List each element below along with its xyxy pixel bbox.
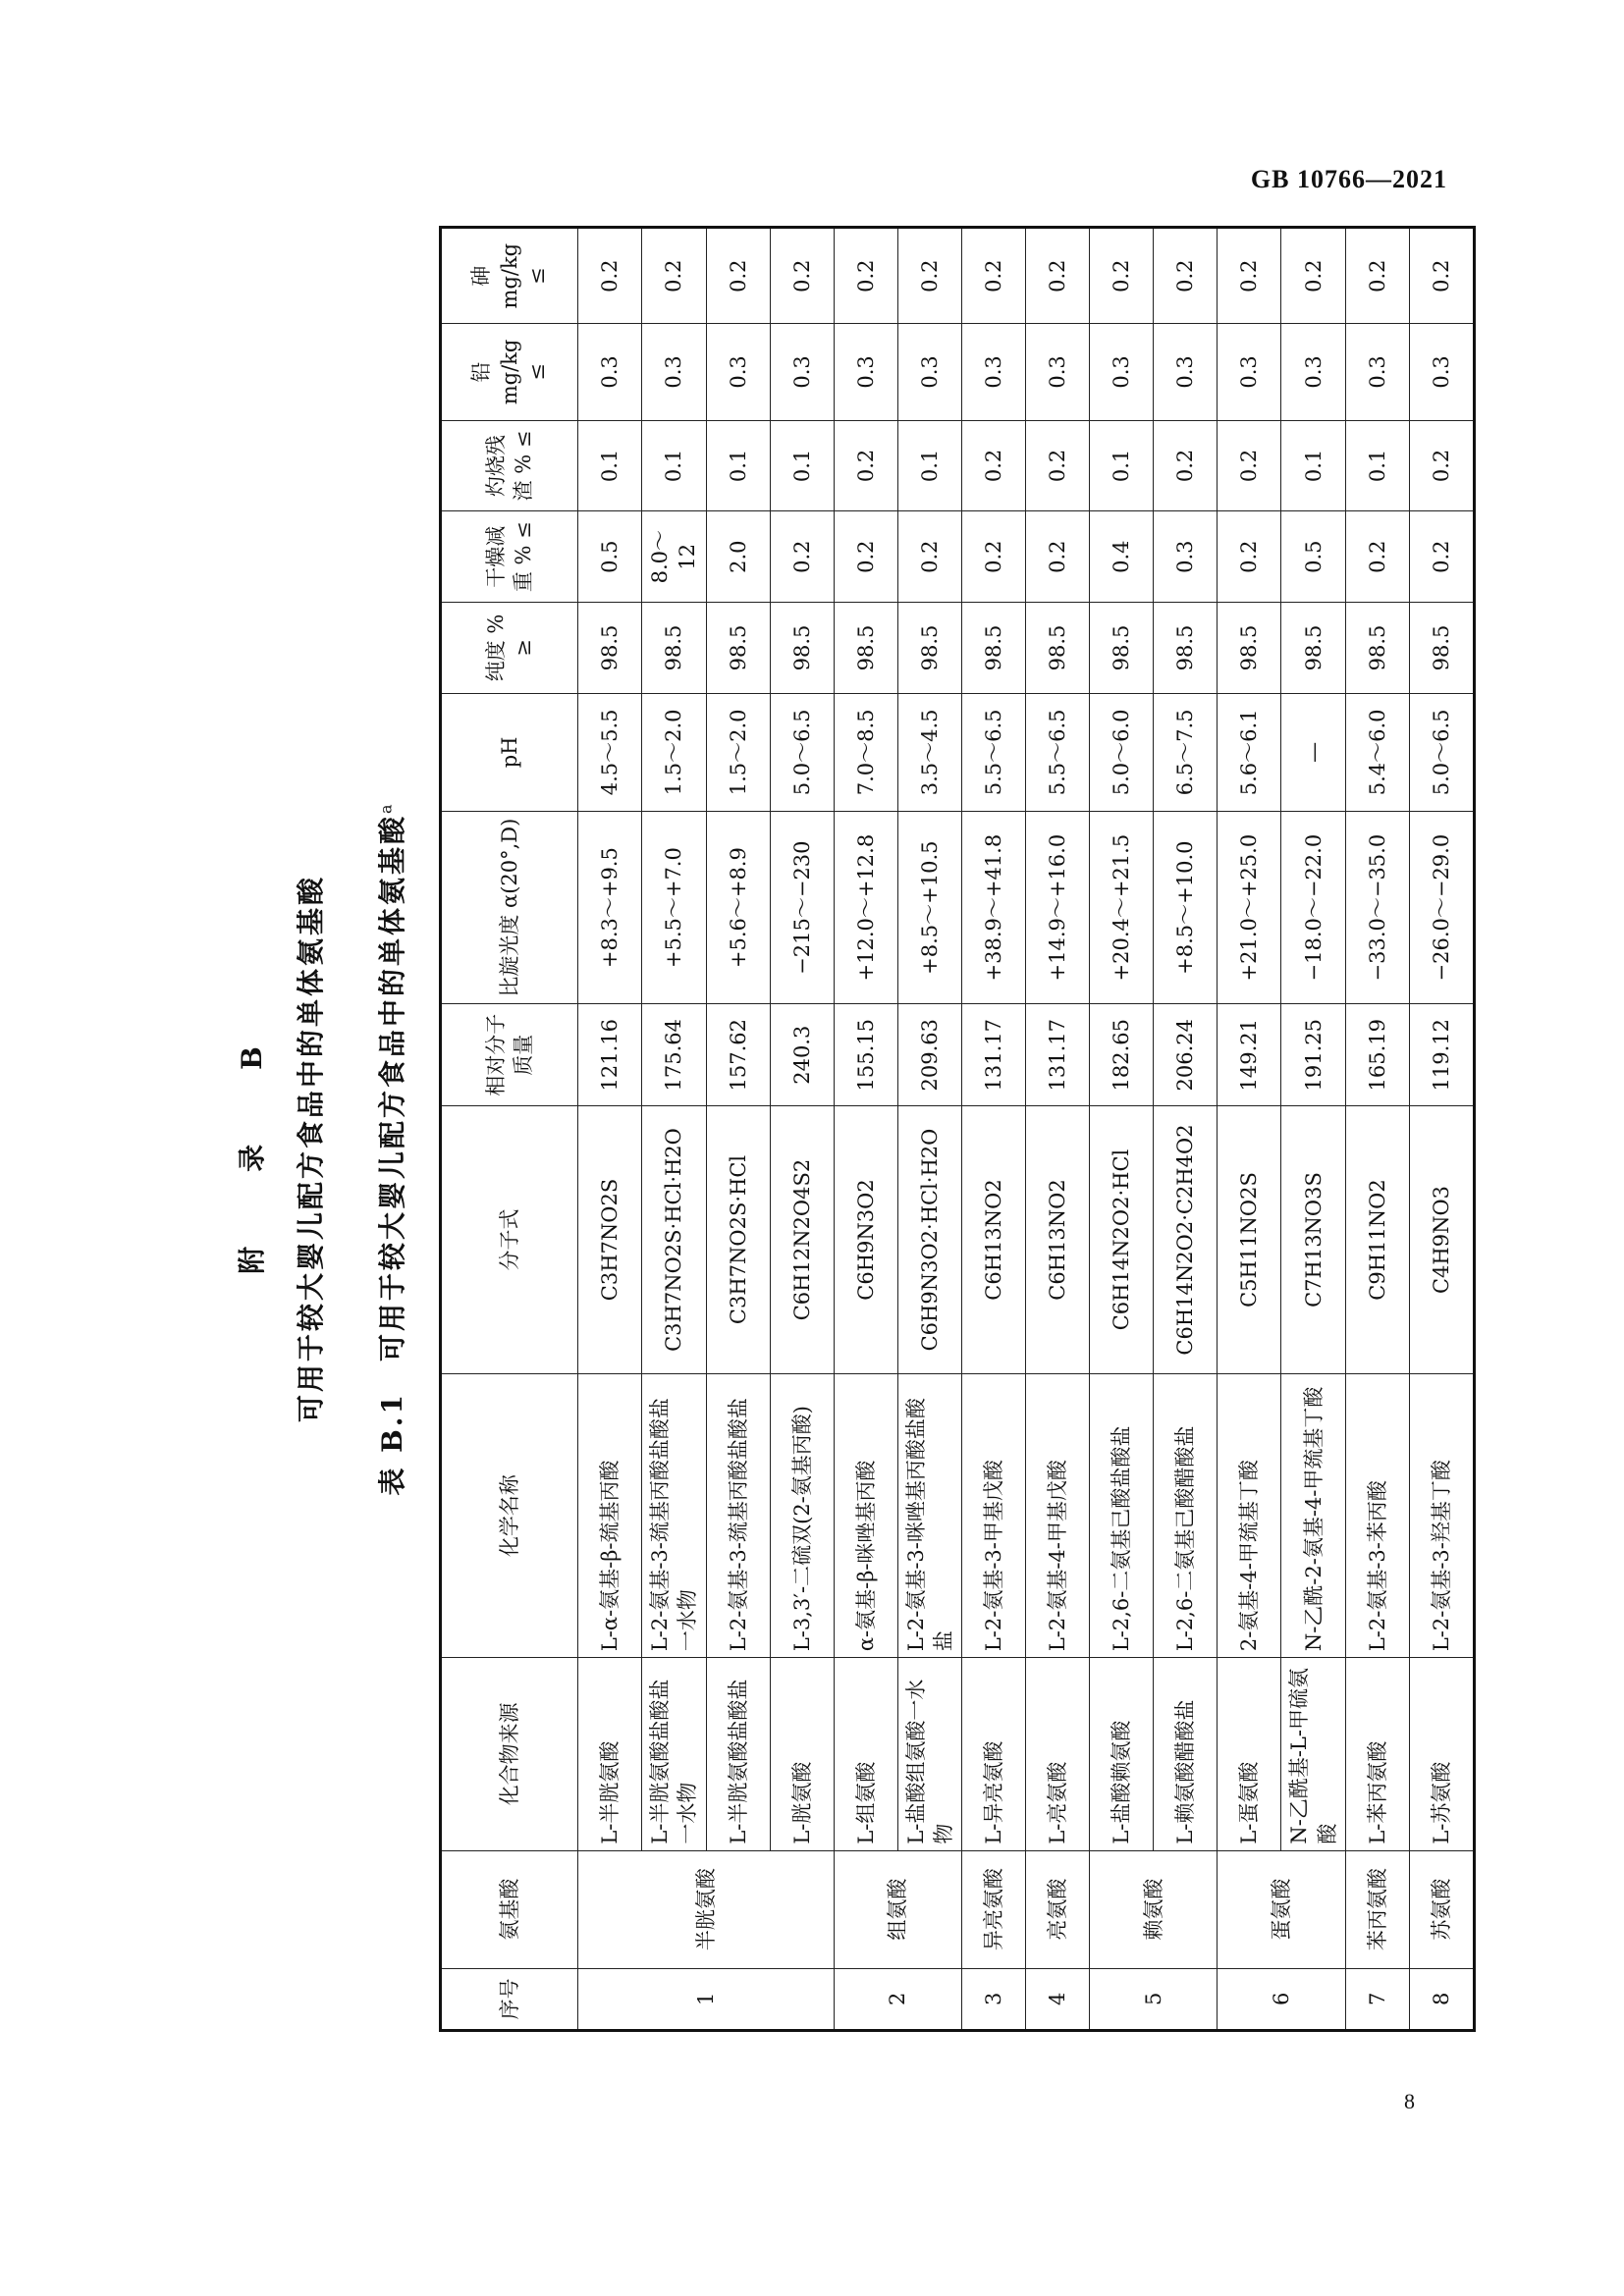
- cell-purity: 98.5: [1154, 603, 1218, 694]
- cell-seq: 4: [1026, 1968, 1090, 2030]
- cell-ash: 0.1: [1090, 420, 1154, 511]
- cell-amino-acid: 组氨酸: [834, 1850, 962, 1968]
- table-row: [1154, 228, 1218, 2031]
- cell-rotation: −18.0～−22.0: [1281, 811, 1346, 1003]
- cell-arsenic: 0.2: [897, 228, 962, 324]
- cell-drying-loss: 0.2: [1410, 511, 1475, 603]
- cell-drying-loss: 0.4: [1090, 511, 1154, 603]
- cell-purity: 98.5: [1026, 603, 1090, 694]
- cell-arsenic: 0.2: [1281, 228, 1346, 324]
- cell-ash: 0.2: [1154, 420, 1218, 511]
- cell-formula: C6H13NO2: [962, 1106, 1026, 1374]
- cell-source: L-组氨酸: [834, 1658, 897, 1850]
- cell-source: L-赖氨酸醋酸盐: [1154, 1658, 1218, 1850]
- cell-drying-loss: 0.2: [1218, 511, 1281, 603]
- cell-arsenic: 0.2: [770, 228, 834, 324]
- cell-ash: 0.2: [834, 420, 897, 511]
- cell-ph: 5.4～6.0: [1346, 693, 1410, 811]
- appendix-title: 可用于较大婴儿配方食品中的单体氨基酸: [295, 875, 327, 1423]
- table-row: [897, 228, 962, 2031]
- cell-mw: 182.65: [1090, 1004, 1154, 1106]
- cell-purity: 98.5: [1281, 603, 1346, 694]
- cell-ph: —: [1281, 693, 1346, 811]
- table-row: [642, 228, 707, 2031]
- cell-lead: 0.3: [642, 324, 707, 420]
- cell-drying-loss: 0.2: [1026, 511, 1090, 603]
- cell-source: L-苯丙氨酸: [1346, 1658, 1410, 1850]
- cell-ash: 0.2: [1410, 420, 1475, 511]
- cell-lead: 0.3: [897, 324, 962, 420]
- cell-source: L-苏氨酸: [1410, 1658, 1475, 1850]
- cell-lead: 0.3: [1281, 324, 1346, 420]
- cell-chem-name: α-氨基-β-咪唑基丙酸: [834, 1373, 897, 1657]
- cell-formula: C9H11NO2: [1346, 1106, 1410, 1374]
- cell-mw: 121.16: [578, 1004, 642, 1106]
- cell-formula: C6H14N2O2·HCl: [1090, 1106, 1154, 1374]
- cell-purity: 98.5: [1090, 603, 1154, 694]
- table-row: [770, 228, 834, 2031]
- cell-formula: C7H13NO3S: [1281, 1106, 1346, 1374]
- cell-source: N-乙酰基-L-甲硫氨酸: [1281, 1658, 1346, 1850]
- cell-ph: 5.0～6.5: [1410, 693, 1475, 811]
- table-row: [706, 228, 770, 2031]
- cell-mw: 155.15: [834, 1004, 897, 1106]
- table-row: [578, 228, 642, 2031]
- cell-seq: 8: [1410, 1968, 1475, 2030]
- cell-arsenic: 0.2: [1090, 228, 1154, 324]
- cell-lead: 0.3: [1410, 324, 1475, 420]
- header-mw: 相对分子质量: [441, 1004, 578, 1106]
- cell-formula: C6H13NO2: [1026, 1106, 1090, 1374]
- cell-formula: C5H11NO2S: [1218, 1106, 1281, 1374]
- cell-lead: 0.3: [706, 324, 770, 420]
- cell-lead: 0.3: [770, 324, 834, 420]
- cell-amino-acid: 亮氨酸: [1026, 1850, 1090, 1968]
- cell-mw: 240.3: [770, 1004, 834, 1106]
- cell-ph: 7.0～8.5: [834, 693, 897, 811]
- cell-rotation: −26.0～−29.0: [1410, 811, 1475, 1003]
- header-lead: 铅 mg/kg ≤: [441, 324, 578, 420]
- cell-drying-loss: 0.5: [578, 511, 642, 603]
- cell-ash: 0.1: [578, 420, 642, 511]
- cell-source: L-胱氨酸: [770, 1658, 834, 1850]
- header-seq: 序号: [441, 1968, 578, 2030]
- cell-amino-acid: 半胱氨酸: [578, 1850, 835, 1968]
- cell-arsenic: 0.2: [1026, 228, 1090, 324]
- cell-purity: 98.5: [642, 603, 707, 694]
- cell-chem-name: L-2-氨基-3-巯基丙酸盐酸盐: [706, 1373, 770, 1657]
- cell-arsenic: 0.2: [1218, 228, 1281, 324]
- cell-mw: 165.19: [1346, 1004, 1410, 1106]
- header-formula: 分子式: [441, 1106, 578, 1374]
- cell-ash: 0.1: [770, 420, 834, 511]
- cell-purity: 98.5: [578, 603, 642, 694]
- cell-drying-loss: 0.2: [1346, 511, 1410, 603]
- cell-seq: 6: [1218, 1968, 1346, 2030]
- cell-purity: 98.5: [962, 603, 1026, 694]
- cell-source: L-盐酸赖氨酸: [1090, 1658, 1154, 1850]
- cell-formula: C3H7NO2S·HCl: [706, 1106, 770, 1374]
- header-chem-name: 化学名称: [441, 1373, 578, 1657]
- cell-rotation: +5.6～+8.9: [706, 811, 770, 1003]
- cell-purity: 98.5: [1346, 603, 1410, 694]
- cell-source: L-半胱氨酸盐酸盐: [706, 1658, 770, 1850]
- cell-rotation: +14.9～+16.0: [1026, 811, 1090, 1003]
- cell-ph: 6.5～7.5: [1154, 693, 1218, 811]
- cell-formula: C6H9N3O2·HCl·H2O: [897, 1106, 962, 1374]
- table-row: [962, 228, 1026, 2031]
- cell-ph: 1.5～2.0: [706, 693, 770, 811]
- cell-ph: 5.0～6.0: [1090, 693, 1154, 811]
- table-row: [1090, 228, 1154, 2031]
- cell-rotation: −215～−230: [770, 811, 834, 1003]
- cell-purity: 98.5: [706, 603, 770, 694]
- table-body: [578, 228, 1475, 2031]
- cell-seq: 7: [1346, 1968, 1410, 2030]
- cell-arsenic: 0.2: [962, 228, 1026, 324]
- cell-formula: C6H14N2O2·C2H4O2: [1154, 1106, 1218, 1374]
- cell-chem-name: L-2-氨基-4-甲基戊酸: [1026, 1373, 1090, 1657]
- cell-rotation: +21.0～+25.0: [1218, 811, 1281, 1003]
- cell-ash: 0.1: [642, 420, 707, 511]
- header-drying-loss: 干燥减重 % ≤: [441, 511, 578, 603]
- cell-ph: 4.5～5.5: [578, 693, 642, 811]
- cell-source: L-亮氨酸: [1026, 1658, 1090, 1850]
- cell-ph: 5.5～6.5: [962, 693, 1026, 811]
- cell-drying-loss: 0.2: [897, 511, 962, 603]
- cell-source: L-半胱氨酸: [578, 1658, 642, 1850]
- cell-chem-name: N-乙酰-2-氨基-4-甲巯基丁酸: [1281, 1373, 1346, 1657]
- table-row: [1410, 228, 1475, 2031]
- cell-formula: C3H7NO2S: [578, 1106, 642, 1374]
- cell-rotation: −33.0～−35.0: [1346, 811, 1410, 1003]
- cell-amino-acid: 苏氨酸: [1410, 1850, 1475, 1968]
- cell-arsenic: 0.2: [1410, 228, 1475, 324]
- table-title: [371, 226, 410, 2071]
- cell-ph: 5.0～6.5: [770, 693, 834, 811]
- cell-mw: 175.64: [642, 1004, 707, 1106]
- table-row: [1346, 228, 1410, 2031]
- cell-lead: 0.3: [1026, 324, 1090, 420]
- page-number: 8: [1404, 2089, 1415, 2113]
- cell-chem-name: L-2-氨基-3-咪唑基丙酸盐酸盐: [897, 1373, 962, 1657]
- rotated-appendix-sheet: [231, 226, 1453, 2071]
- cell-purity: 98.5: [897, 603, 962, 694]
- cell-ash: 0.1: [1281, 420, 1346, 511]
- cell-rotation: +8.3～+9.5: [578, 811, 642, 1003]
- cell-rotation: +8.5～+10.0: [1154, 811, 1218, 1003]
- cell-ash: 0.2: [962, 420, 1026, 511]
- cell-seq: 1: [578, 1968, 835, 2030]
- cell-ph: 5.5～6.5: [1026, 693, 1090, 811]
- cell-drying-loss: 0.2: [962, 511, 1026, 603]
- cell-formula: C3H7NO2S·HCl·H2O: [642, 1106, 707, 1374]
- cell-formula: C4H9NO3: [1410, 1106, 1475, 1374]
- cell-drying-loss: 0.5: [1281, 511, 1346, 603]
- cell-purity: 98.5: [770, 603, 834, 694]
- cell-chem-name: L-2-氨基-3-甲基戊酸: [962, 1373, 1026, 1657]
- cell-rotation: +38.9～+41.8: [962, 811, 1026, 1003]
- cell-ph: 3.5～4.5: [897, 693, 962, 811]
- cell-seq: 5: [1090, 1968, 1218, 2030]
- cell-rotation: +5.5～+7.0: [642, 811, 707, 1003]
- header-ash: 灼烧残渣 % ≤: [441, 420, 578, 511]
- cell-lead: 0.3: [578, 324, 642, 420]
- cell-mw: 131.17: [1026, 1004, 1090, 1106]
- cell-source: L-半胱氨酸盐酸盐一水物: [642, 1658, 707, 1850]
- header-source: 化合物来源: [441, 1658, 578, 1850]
- cell-purity: 98.5: [834, 603, 897, 694]
- appendix-label: 附 录 B: [236, 1023, 268, 1274]
- cell-ash: 0.1: [897, 420, 962, 511]
- cell-ash: 0.2: [1026, 420, 1090, 511]
- cell-chem-name: L-3,3′-二硫双(2-氨基丙酸): [770, 1373, 834, 1657]
- cell-rotation: +12.0～+12.8: [834, 811, 897, 1003]
- cell-ph: 1.5～2.0: [642, 693, 707, 811]
- cell-lead: 0.3: [1090, 324, 1154, 420]
- cell-arsenic: 0.2: [642, 228, 707, 324]
- table-row: [834, 228, 897, 2031]
- cell-amino-acid: 异亮氨酸: [962, 1850, 1026, 1968]
- cell-drying-loss: 8.0～12: [642, 511, 707, 603]
- cell-source: L-蛋氨酸: [1218, 1658, 1281, 1850]
- cell-amino-acid: 蛋氨酸: [1218, 1850, 1346, 1968]
- cell-ph: 5.6～6.1: [1218, 693, 1281, 811]
- cell-mw: 206.24: [1154, 1004, 1218, 1106]
- cell-rotation: +20.4～+21.5: [1090, 811, 1154, 1003]
- table-row: [1281, 228, 1346, 2031]
- cell-seq: 3: [962, 1968, 1026, 2030]
- cell-lead: 0.3: [1154, 324, 1218, 420]
- cell-lead: 0.3: [1218, 324, 1281, 420]
- cell-ash: 0.1: [706, 420, 770, 511]
- cell-source: L-盐酸组氨酸一水物: [897, 1658, 962, 1850]
- table-title-note: a: [376, 801, 396, 814]
- cell-arsenic: 0.2: [834, 228, 897, 324]
- cell-arsenic: 0.2: [706, 228, 770, 324]
- cell-lead: 0.3: [962, 324, 1026, 420]
- cell-drying-loss: 0.2: [834, 511, 897, 603]
- cell-mw: 131.17: [962, 1004, 1026, 1106]
- cell-chem-name: L-2,6-二氨基己酸盐酸盐: [1090, 1373, 1154, 1657]
- amino-acid-table: [439, 226, 1476, 2032]
- cell-drying-loss: 2.0: [706, 511, 770, 603]
- cell-mw: 119.12: [1410, 1004, 1475, 1106]
- cell-chem-name: L-2-氨基-3-苯丙酸: [1346, 1373, 1410, 1657]
- cell-seq: 2: [834, 1968, 962, 2030]
- cell-drying-loss: 0.2: [770, 511, 834, 603]
- cell-drying-loss: 0.3: [1154, 511, 1218, 603]
- cell-purity: 98.5: [1410, 603, 1475, 694]
- cell-formula: C6H12N2O4S2: [770, 1106, 834, 1374]
- cell-mw: 149.21: [1218, 1004, 1281, 1106]
- cell-purity: 98.5: [1218, 603, 1281, 694]
- cell-chem-name: L-2-氨基-3-羟基丁酸: [1410, 1373, 1475, 1657]
- cell-amino-acid: 赖氨酸: [1090, 1850, 1218, 1968]
- cell-ash: 0.1: [1346, 420, 1410, 511]
- header-rotation: 比旋光度 α(20°,D): [441, 811, 578, 1003]
- table-title-text: 表 B.1 可用于较大婴儿配方食品中的单体氨基酸: [376, 813, 408, 1496]
- cell-amino-acid: 苯丙氨酸: [1346, 1850, 1410, 1968]
- header-purity: 纯度 % ≥: [441, 603, 578, 694]
- cell-chem-name: L-α-氨基-β-巯基丙酸: [578, 1373, 642, 1657]
- cell-mw: 191.25: [1281, 1004, 1346, 1106]
- header-ph: pH: [441, 693, 578, 811]
- table-row: [1218, 228, 1281, 2031]
- table-header-row: [441, 228, 578, 2031]
- cell-ash: 0.2: [1218, 420, 1281, 511]
- cell-mw: 157.62: [706, 1004, 770, 1106]
- cell-source: L-异亮氨酸: [962, 1658, 1026, 1850]
- standard-code: GB 10766—2021: [1250, 165, 1447, 193]
- header-arsenic: 砷 mg/kg ≤: [441, 228, 578, 324]
- cell-arsenic: 0.2: [1346, 228, 1410, 324]
- cell-arsenic: 0.2: [578, 228, 642, 324]
- cell-mw: 209.63: [897, 1004, 962, 1106]
- cell-lead: 0.3: [1346, 324, 1410, 420]
- cell-formula: C6H9N3O2: [834, 1106, 897, 1374]
- cell-arsenic: 0.2: [1154, 228, 1218, 324]
- cell-lead: 0.3: [834, 324, 897, 420]
- header-amino-acid: 氨基酸: [441, 1850, 578, 1968]
- cell-rotation: +8.5～+10.5: [897, 811, 962, 1003]
- cell-chem-name: 2-氨基-4-甲巯基丁酸: [1218, 1373, 1281, 1657]
- table-row: [1026, 228, 1090, 2031]
- cell-chem-name: L-2,6-二氨基己酸醋酸盐: [1154, 1373, 1218, 1657]
- cell-chem-name: L-2-氨基-3-巯基丙酸盐酸盐一水物: [642, 1373, 707, 1657]
